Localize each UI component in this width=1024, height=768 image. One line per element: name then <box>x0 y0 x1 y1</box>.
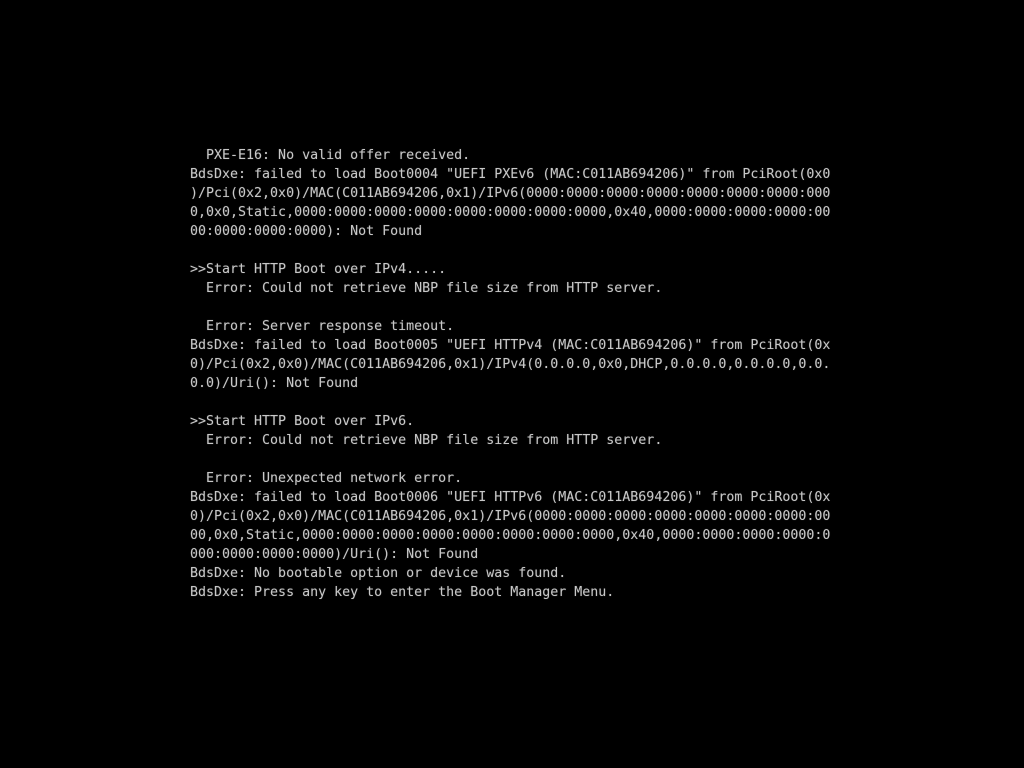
console-line-bdsdxe-boot0006: BdsDxe: failed to load Boot0006 "UEFI HTTPv6 (MAC:C011AB694206)" from PciRoot(0x <box>190 490 831 505</box>
console-line-error-nbp: Error: Could not retrieve NBP file size from HTTP server. <box>190 281 663 296</box>
console-line-not-found: 0.0)/Uri(): Not Found <box>190 376 359 391</box>
console-line-bdsdxe-boot0005: BdsDxe: failed to load Boot0005 "UEFI HTTPv4 (MAC:C011AB694206)" from PciRoot(0x <box>190 338 831 353</box>
console-line-blank <box>190 241 830 260</box>
console-line-devpath-ipv6: 0,0x0,Static,0000:0000:0000:0000:0000:0000:0000:0000,0x40,0000:0000:0000:0000:00 <box>190 205 831 220</box>
console-line-not-found: 000:0000:0000:0000)/Uri(): Not Found <box>190 547 479 562</box>
console-line-no-bootable-option: BdsDxe: No bootable option or device was found. <box>190 566 567 581</box>
console-line-blank <box>190 298 830 317</box>
console-line-devpath-ipv4: 0)/Pci(0x2,0x0)/MAC(C011AB694206,0x1)/IPv4(0.0.0.0,0x0,DHCP,0.0.0.0,0.0.0.0,0.0. <box>190 357 831 372</box>
console-line-start-http-ipv6: >>Start HTTP Boot over IPv6. <box>190 414 415 429</box>
console-line-devpath-ipv6: )/Pci(0x2,0x0)/MAC(C011AB694206,0x1)/IPv6(0000:0000:0000:0000:0000:0000:0000:000 <box>190 186 831 201</box>
console-line-error-timeout: Error: Server response timeout. <box>190 319 455 334</box>
boot-log-output <box>190 146 830 602</box>
console-line-press-any-key: BdsDxe: Press any key to enter the Boot Manager Menu. <box>190 585 615 600</box>
console-line-devpath-ipv6: 00,0x0,Static,0000:0000:0000:0000:0000:0000:0000:0000,0x40,0000:0000:0000:0000:0 <box>190 528 831 543</box>
console-line-start-http-ipv4: >>Start HTTP Boot over IPv4..... <box>190 262 447 277</box>
console-line-blank <box>190 450 830 469</box>
console-line-devpath-ipv6: 0)/Pci(0x2,0x0)/MAC(C011AB694206,0x1)/IPv6(0000:0000:0000:0000:0000:0000:0000:00 <box>190 509 831 524</box>
console-line-error-network: Error: Unexpected network error. <box>190 471 463 486</box>
console-line-not-found: 00:0000:0000:0000): Not Found <box>190 224 423 239</box>
console-line-error-nbp: Error: Could not retrieve NBP file size from HTTP server. <box>190 433 663 448</box>
console-line-pxe-error: PXE-E16: No valid offer received. <box>190 148 471 163</box>
console-line-bdsdxe-boot0004: BdsDxe: failed to load Boot0004 "UEFI PXEv6 (MAC:C011AB694206)" from PciRoot(0x0 <box>190 167 831 182</box>
console-line-blank <box>190 393 830 412</box>
